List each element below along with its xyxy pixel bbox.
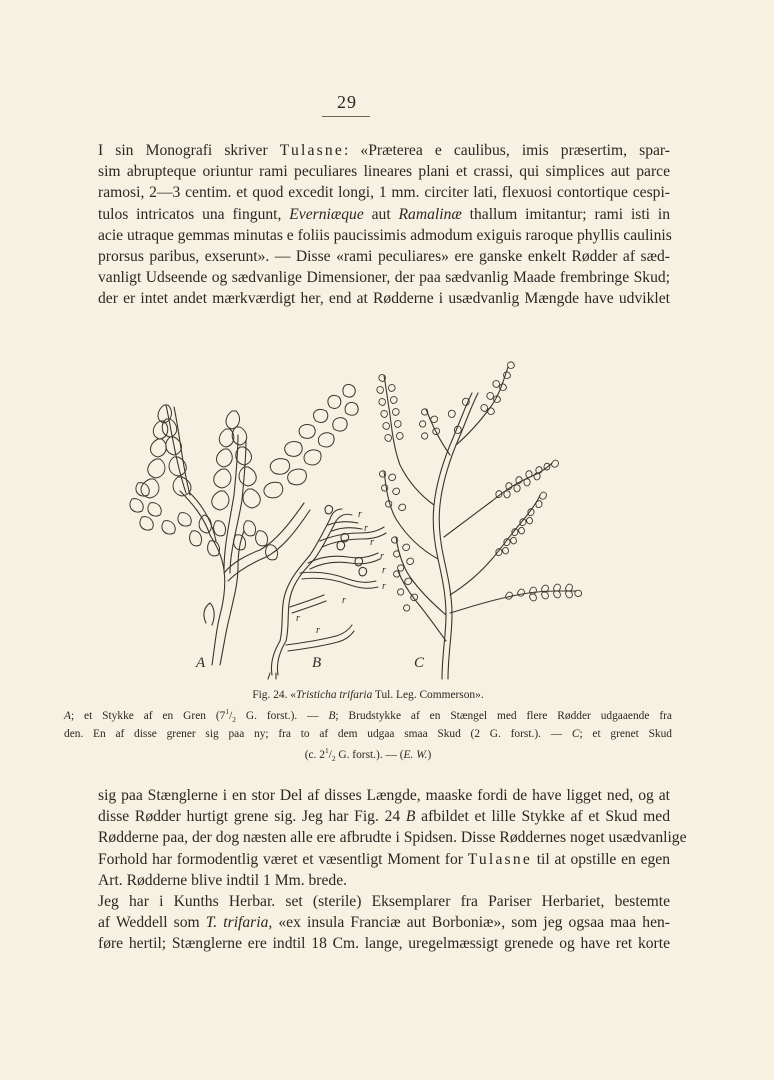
root-label: r [380, 551, 384, 562]
paragraph-1 [98, 140, 670, 310]
text-run: thallum imitantur; rami isti in [461, 205, 670, 223]
root-label: r [296, 613, 300, 624]
italic-run: A [64, 709, 71, 722]
text-line [98, 806, 670, 827]
text-run: sig paa Stænglerne i en stor Del af disses Længde, maaske fordi de have ligget ned, og at [98, 787, 670, 804]
text-run: «ex insula Franciæ aut Borboniæ», som jeg ogsaa maa hen- [272, 914, 670, 932]
text-line [98, 785, 670, 806]
panel-label-b: B [312, 655, 322, 671]
text-run: : «Præterea e caulibus, imis præsertim, spar- [343, 142, 670, 159]
text-run: G. forst.). — [235, 709, 329, 722]
figure-24-illustration [120, 345, 590, 680]
figure-caption [64, 688, 672, 767]
text-run: der er intet andet mærkværdigt her, end at Rødderne i usædvanlig Mængde have udviklet [98, 290, 670, 308]
text-line [98, 140, 670, 161]
text-line [98, 827, 687, 848]
text-line [98, 204, 670, 225]
italic-run: B [328, 709, 336, 722]
text-run: I sin Monografi skriver [98, 142, 280, 159]
author-name: Tulasne [467, 850, 532, 868]
text-run: tulos intricatos una fingunt, [98, 205, 290, 223]
italic-run: E. W. [403, 748, 428, 761]
root-label: r [382, 565, 386, 576]
panel-label-a: A [196, 655, 206, 671]
text-line [98, 225, 670, 246]
root-label: r [364, 523, 368, 534]
text-run: « [290, 689, 296, 701]
text-run: disse Rødder hurtigt grene sig. Jeg har Fig. 24 [98, 808, 406, 826]
text-run: ; et Stykke af en Gren (7 [70, 709, 226, 722]
root-label: r [382, 581, 386, 592]
text-run: 1 [324, 745, 329, 755]
text-line [98, 912, 670, 933]
text-run: / [328, 748, 332, 761]
text-run: aut [363, 205, 399, 223]
text-run: Tul. Leg. Commerson». [372, 689, 484, 701]
text-run: ; Brudstykke af en Stængel med flere Rødder udgaaende fra [335, 709, 672, 722]
text-run: Jeg har i Kunths Herbar. set (sterile) Eksemplarer fra Pariser Herbariet, bestemte [98, 893, 670, 911]
root-label: r [370, 537, 374, 548]
italic-run: B [405, 808, 416, 826]
text-run: den. En af disse grener sig paa ny; fra to af dem udgaa smaa Skud (2 G. forst.). — [64, 728, 572, 741]
text-run: vanligt Udseende og sædvanlige Dimensioner, der paa sædvanlig Maade frembringe Skud; [98, 269, 670, 287]
text-line [98, 849, 670, 870]
text-line [98, 891, 670, 912]
panel-label-c: C [414, 655, 425, 671]
text-line [98, 288, 670, 309]
text-run: afbildet et lille Stykke af et Skud med [415, 808, 670, 826]
caption-line [64, 743, 672, 767]
genus-name: Everniæque [289, 205, 364, 223]
author-name: Tulasne [279, 142, 344, 159]
text-run: ) [427, 748, 432, 761]
text-run: 2 [232, 714, 236, 724]
text-run: føre hertil; Stænglerne ere indtil 18 Cm. lange, uregelmæssigt grenede og have ret korte [98, 935, 670, 953]
text-run: til at opstille en egen [531, 850, 671, 868]
italic-run: T. trifaria, [205, 914, 273, 932]
page-number-rule [322, 116, 370, 117]
text-run: af Weddell som [98, 914, 206, 932]
genus-name: Ramalinæ [398, 205, 462, 223]
root-label: r [342, 595, 346, 606]
paragraph-2 [98, 785, 687, 955]
text-run: ramosi, 2—3 centim. et quod excedit longi, 1 mm. circiter lati, flexuosi contortique cespi- [98, 184, 670, 202]
page-number: 29 [337, 92, 357, 112]
panel-c-drawing [384, 367, 576, 679]
text-run: / [229, 709, 233, 722]
text-run: ; et grenet Skud [579, 728, 672, 741]
text-run: prorsus paribus, exserunt». — Disse «rami peculiares» ere ganske enkelt Rødder af sæd- [98, 248, 670, 266]
caption-line [64, 704, 672, 728]
text-line [98, 267, 670, 288]
root-label: r [358, 509, 362, 520]
text-run: sim abrupteque oriuntur rami peculiares lineares plani et crassi, qui simplices aut parce [98, 163, 670, 181]
text-run: 2 [331, 753, 336, 763]
text-run: Art. Rødderne blive indtil 1 Mm. brede. [98, 871, 348, 889]
text-line [98, 870, 670, 891]
text-run: G. forst.). — ( [335, 748, 404, 761]
species-name: Tristicha trifaria [296, 689, 373, 701]
text-run: (c. 2 [304, 748, 325, 761]
text-run: Rødderne paa, der dog næsten alle ere afbrudte i Spidsen. Disse Røddernes noget usædvanlige [98, 829, 687, 847]
text-line [98, 933, 670, 954]
text-line [98, 246, 670, 267]
caption-line [64, 727, 672, 743]
caption-title-line [64, 688, 672, 704]
figure-number: Fig. 24. [252, 689, 291, 701]
italic-run: C [571, 728, 580, 741]
text-run: Forhold har formodentlig været et væsentligt Moment for [98, 850, 468, 868]
root-label: r [316, 625, 320, 636]
text-run: 1 [225, 706, 230, 716]
panel-b-drawing [268, 505, 386, 679]
text-run: acie utraque gemmas minutas e foliis paucissimis admodum exiguis raroque phyllis caulinis [98, 226, 672, 244]
text-line [98, 182, 670, 203]
text-line [98, 161, 670, 182]
